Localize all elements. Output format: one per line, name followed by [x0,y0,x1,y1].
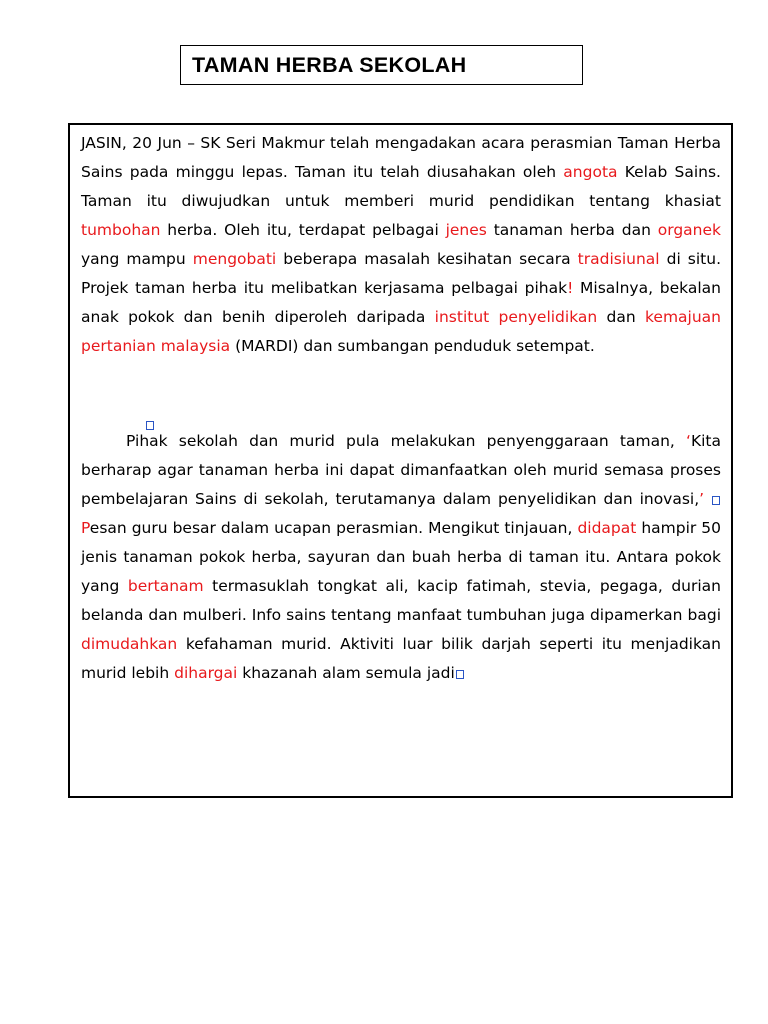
error-word: institut penyelidikan [434,308,598,326]
text-run: Kita berharap agar tanaman herba ini dapat dimanfaatkan oleh murid semasa proses pembelajaran Sains di sekolah, terutamanya dalam penyelidikan dan inovasi, [81,432,721,508]
page-title: TAMAN HERBA SEKOLAH [192,53,467,77]
error-word: tumbohan [81,221,161,239]
text-run: khazanah alam semula jadi [237,664,455,682]
text-run: yang mampu [81,250,193,268]
error-word: dimudahkan [81,635,178,653]
text-run: (MARDI) dan sumbangan penduduk setempat. [230,337,595,355]
text-run: herba. Oleh itu, terdapat pelbagai [160,221,446,239]
text-run: tanaman herba dan [486,221,658,239]
text-run: kefahaman murid. Aktiviti luar bilik darjah seperti itu menjadikan murid lebih [81,635,721,682]
paragraph-2 [81,427,721,688]
error-word: mengobati [192,250,277,268]
text-run: hampir 50 jenis tanaman pokok herba, sayuran dan buah herba di taman itu. Antara pokok yang [81,519,721,595]
text-run: JASIN, 20 Jun – SK Seri Makmur telah mengadakan acara perasmian Taman Herba Sains pada minggu lepas. Taman itu telah diusahakan oleh [81,134,721,181]
text-run: beberapa masalah kesihatan secara [276,250,578,268]
error-word: angota [563,163,618,181]
error-word: jenes [445,221,487,239]
error-word: tradisiunal [577,250,660,268]
article-box [68,123,733,798]
paragraph-1 [81,129,721,361]
text-run: di situ. Projek taman herba itu melibatkan kerjasama pelbagai pihak [81,250,721,297]
error-word: dihargai [174,664,238,682]
error-word: kemajuan pertanian malaysia [81,308,722,355]
text-run: Kelab Sains. Taman itu diwujudkan untuk memberi murid pendidikan tentang khasiat [81,163,721,210]
error-letter: P [81,519,90,537]
missing-full-stop-marker-icon [456,670,464,679]
error-punctuation: ! [567,279,574,297]
text-run: termasuklah tongkat ali, kacip fatimah, stevia, pegaga, durian belanda dan mulberi. Info sains tentang manfaat tumbuhan juga dipamerkan bagi [81,577,722,624]
error-punctuation: ‘ [686,432,691,450]
text-run: Pihak sekolah dan murid pula melakukan penyenggaraan taman, [126,432,687,450]
error-word: organek [657,221,721,239]
error-word: didapat [577,519,637,537]
text-run: esan guru besar dalam ucapan perasmian. Mengikut tinjauan, [89,519,578,537]
error-word: bertanam [127,577,204,595]
missing-punctuation-marker-icon [712,496,720,505]
text-run: dan [597,308,645,326]
title-box [180,45,583,85]
error-punctuation: ’ [699,490,705,508]
text-run: Misalnya, bekalan anak pokok dan benih diperoleh daripada [81,279,721,326]
